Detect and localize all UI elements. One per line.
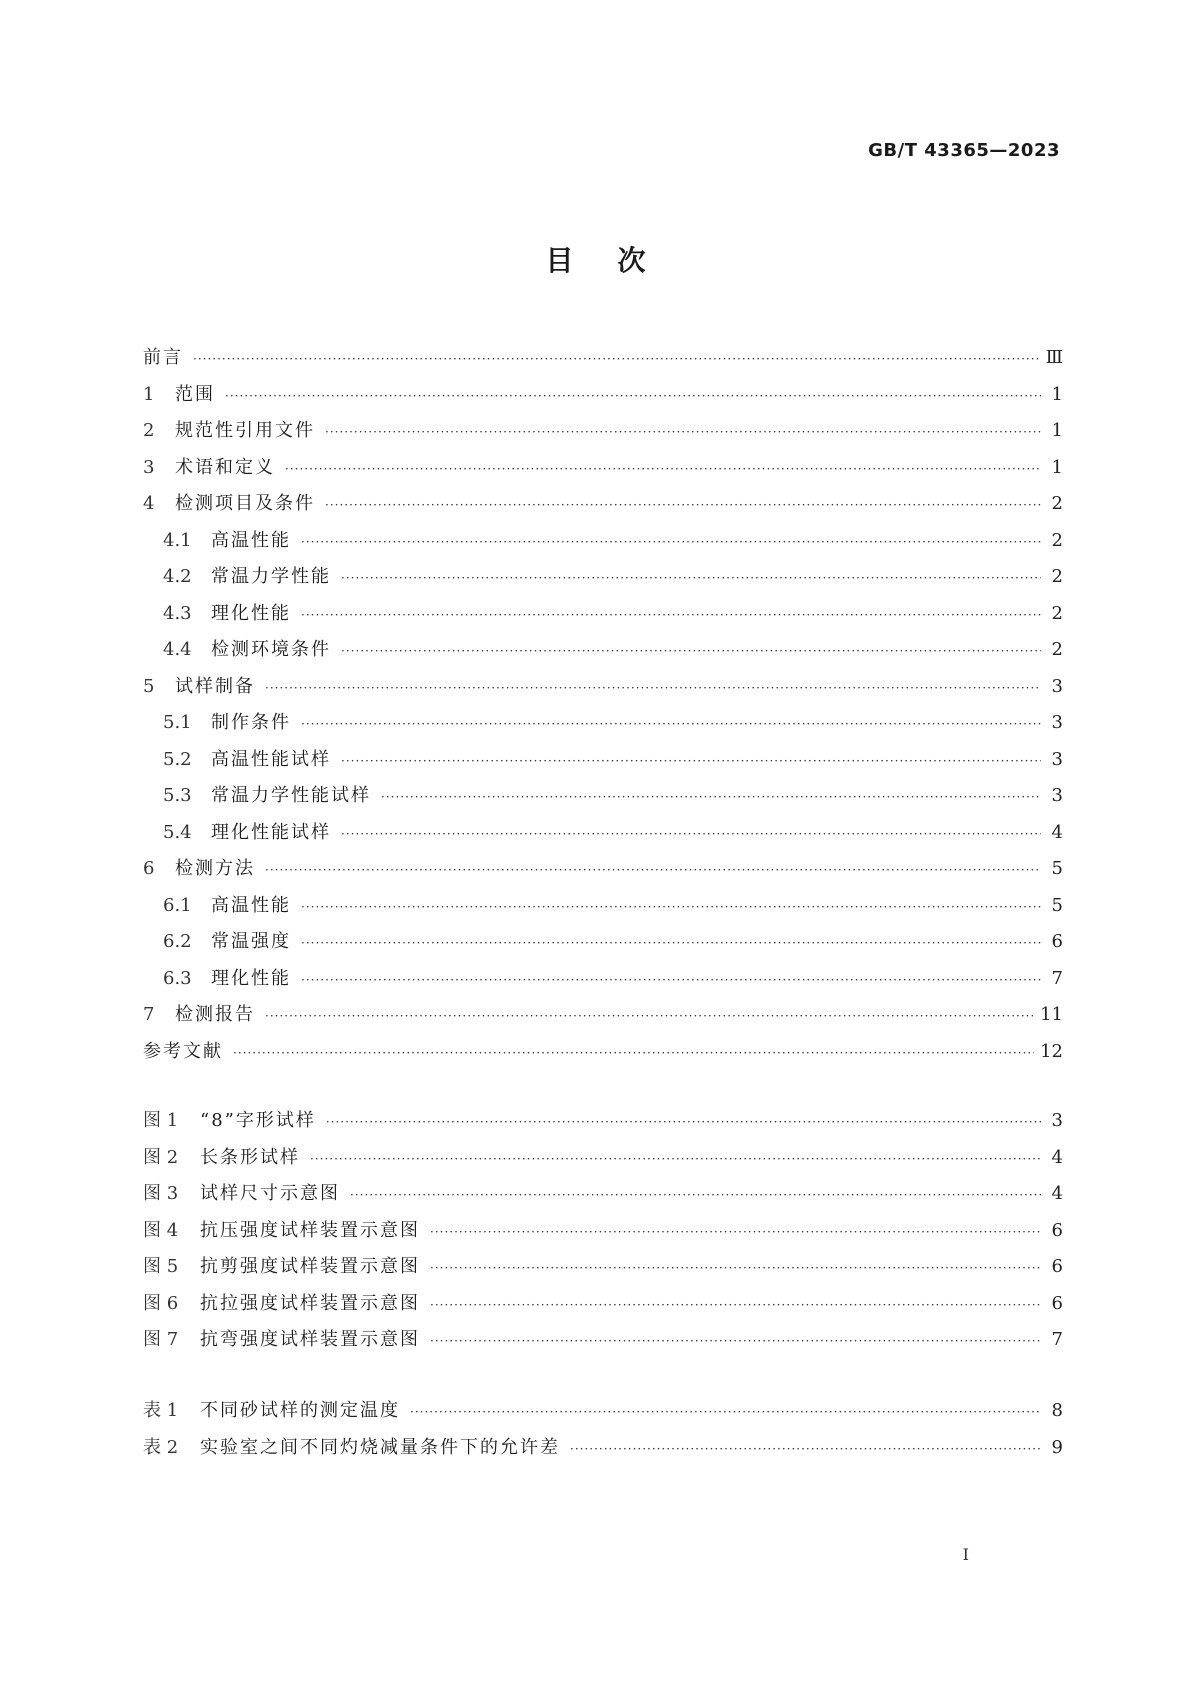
toc-entry-page: 4 [1051, 821, 1063, 843]
toc-entry-title: 高温性能 [211, 894, 291, 916]
figure-title: 试样尺寸示意图 [200, 1183, 340, 1204]
toc-entry-number: 6 [143, 858, 155, 879]
toc-entry-number: 6.3 [163, 967, 192, 989]
dot-leader [193, 341, 1040, 378]
toc-entry-number: 4.1 [163, 529, 192, 551]
dot-leader [325, 414, 1041, 451]
toc-entry-number: 5.1 [163, 712, 192, 733]
toc-entry-title: 检测环境条件 [211, 639, 331, 660]
toc-entry-number: 2 [143, 420, 155, 441]
figure-title: “8”字形试样 [200, 1110, 316, 1131]
toc-entry-title: 高温性能试样 [211, 748, 331, 770]
toc-entry-number: 4.4 [163, 639, 192, 660]
figure-number: 图 4 [143, 1219, 179, 1241]
toc-entry-title: 试样制备 [175, 675, 255, 697]
toc-entry-title: 检测方法 [175, 858, 255, 879]
toc-entry-number: 5 [143, 675, 155, 697]
toc-entry-title: 检测项目及条件 [175, 493, 315, 514]
dot-leader [350, 1177, 1041, 1214]
figure-page: 6 [1051, 1256, 1063, 1277]
dot-leader [301, 524, 1041, 561]
dot-leader [341, 633, 1041, 670]
table-title: 实验室之间不同灼烧减量条件下的允许差 [200, 1436, 560, 1458]
toc-entry-4-3[interactable] [143, 596, 1063, 633]
toc-entry-number: 6.1 [163, 894, 192, 916]
toc-entry-page: 2 [1051, 639, 1063, 660]
toc-figure-5[interactable] [143, 1249, 1063, 1286]
dot-leader [325, 487, 1041, 524]
table-number: 表 2 [143, 1436, 179, 1458]
figure-page: 7 [1051, 1329, 1063, 1350]
toc-entry-page: 5 [1051, 894, 1063, 916]
toc-entry-page: 3 [1051, 785, 1063, 806]
toc-entry-6-2[interactable] [143, 924, 1063, 961]
toc-entry-title: 规范性引用文件 [175, 420, 315, 441]
toc-entry-page: 1 [1051, 456, 1063, 478]
toc-figure-2[interactable] [143, 1140, 1063, 1177]
toc-entry-bibliography[interactable] [143, 1034, 1063, 1071]
toc-entry-number: 5.3 [163, 785, 192, 806]
dot-leader [341, 560, 1041, 597]
figure-number: 图 2 [143, 1146, 179, 1168]
toc-entry-number: 5.2 [163, 748, 192, 770]
toc-entry-page: 3 [1051, 712, 1063, 733]
table-title: 不同砂试样的测定温度 [200, 1400, 400, 1421]
toc-figure-1[interactable] [143, 1103, 1063, 1140]
page-number: Ⅰ [962, 1545, 969, 1564]
dot-leader [233, 1035, 1034, 1072]
toc-entry-title: 理化性能 [211, 602, 291, 624]
toc-figure-4[interactable] [143, 1213, 1063, 1250]
toc-entry-4[interactable] [143, 486, 1063, 523]
toc-entry-6-1[interactable] [143, 888, 1063, 925]
dot-leader [301, 597, 1041, 634]
figure-page: 3 [1051, 1110, 1063, 1131]
toc-entry-5-3[interactable] [143, 778, 1063, 815]
figure-title: 抗压强度试样装置示意图 [200, 1219, 420, 1241]
toc-entry-page: 2 [1051, 493, 1063, 514]
toc-entry-number: 3 [143, 456, 155, 478]
toc-entry-page: 3 [1051, 748, 1063, 770]
figure-title: 抗拉强度试样装置示意图 [200, 1292, 420, 1314]
toc-entry-5-2[interactable] [143, 742, 1063, 779]
dot-leader [301, 706, 1041, 743]
toc-entry-page: 1 [1051, 420, 1063, 441]
toc-entry-title: 检测报告 [175, 1004, 255, 1025]
figure-page: 6 [1051, 1219, 1063, 1241]
table-page: 9 [1051, 1436, 1063, 1458]
figure-title: 抗剪强度试样装置示意图 [200, 1256, 420, 1277]
standard-number: GB/T 43365—2023 [868, 140, 1060, 161]
figure-number: 图 7 [143, 1329, 179, 1350]
dot-leader [341, 743, 1041, 780]
dot-leader [430, 1323, 1041, 1360]
toc-entry-5-4[interactable] [143, 815, 1063, 852]
dot-leader [430, 1287, 1041, 1324]
toc-entry-number: 4 [143, 493, 155, 514]
toc-entry-title: 常温力学性能 [211, 566, 331, 587]
toc-entry-7[interactable] [143, 997, 1063, 1034]
toc-entry-title: 常温强度 [211, 931, 291, 952]
toc-entry-2[interactable] [143, 413, 1063, 450]
toc-entry-5-1[interactable] [143, 705, 1063, 742]
toc-figure-7[interactable] [143, 1322, 1063, 1359]
toc-entry-number: 7 [143, 1004, 155, 1025]
toc-entry-title: 常温力学性能试样 [211, 785, 371, 806]
toc-entry-6-3[interactable] [143, 961, 1063, 998]
toc-table-2[interactable] [143, 1430, 1063, 1467]
toc-entry-4-1[interactable] [143, 523, 1063, 560]
figure-title: 长条形试样 [200, 1146, 300, 1168]
dot-leader [570, 1431, 1041, 1468]
toc-entry-title: 参考文献 [143, 1040, 223, 1062]
figure-number: 图 5 [143, 1256, 179, 1277]
figure-title: 抗弯强度试样装置示意图 [200, 1329, 420, 1350]
toc-entry-page: 5 [1051, 858, 1063, 879]
toc-entry-5[interactable] [143, 669, 1063, 706]
toc-entry-page: 1 [1051, 383, 1063, 405]
table-page: 8 [1051, 1400, 1063, 1421]
dot-leader [301, 962, 1041, 999]
toc-entry-number: 1 [143, 383, 155, 405]
toc-entry-title: 制作条件 [211, 712, 291, 733]
page-title: 目次 [545, 244, 690, 277]
toc-entry-title: 理化性能 [211, 967, 291, 989]
toc-entry-number: 5.4 [163, 821, 192, 843]
dot-leader [225, 378, 1041, 415]
toc-entry-page: 6 [1051, 931, 1063, 952]
toc-entry-title: 范围 [175, 383, 215, 405]
toc-entry-page: 2 [1051, 566, 1063, 587]
toc-entry-title: 理化性能试样 [211, 821, 331, 843]
figure-page: 4 [1051, 1183, 1063, 1204]
toc-entry-page: 12 [1040, 1040, 1063, 1062]
figure-number: 图 3 [143, 1183, 179, 1204]
toc-entry-page: 3 [1051, 675, 1063, 697]
dot-leader [310, 1141, 1041, 1178]
toc-entry-title: 前言 [143, 347, 183, 368]
toc-entry-number: 6.2 [163, 931, 192, 952]
figure-page: 6 [1051, 1292, 1063, 1314]
toc-entry-number: 4.2 [163, 566, 192, 587]
dot-leader [285, 451, 1041, 488]
toc-entry-6[interactable] [143, 851, 1063, 888]
toc-entry-number: 4.3 [163, 602, 192, 624]
dot-leader [265, 852, 1041, 889]
toc-entry-4-2[interactable] [143, 559, 1063, 596]
toc-entry-preface[interactable] [143, 340, 1063, 377]
dot-leader [341, 816, 1041, 853]
table-number: 表 1 [143, 1400, 179, 1421]
dot-leader [301, 889, 1041, 926]
figure-page: 4 [1051, 1146, 1063, 1168]
toc-table-list [143, 1393, 1063, 1466]
dot-leader [410, 1394, 1041, 1431]
toc-figure-3[interactable] [143, 1176, 1063, 1213]
dot-leader [381, 779, 1041, 816]
toc-entry-page: 2 [1051, 602, 1063, 624]
toc-entry-3[interactable] [143, 450, 1063, 487]
toc-entry-title: 术语和定义 [175, 456, 275, 478]
toc-section-list [143, 340, 1063, 1070]
figure-number: 图 6 [143, 1292, 179, 1314]
toc-entry-1[interactable] [143, 377, 1063, 414]
dot-leader [326, 1104, 1041, 1141]
toc-entry-page: 7 [1051, 967, 1063, 989]
toc-entry-title: 高温性能 [211, 529, 291, 551]
dot-leader [265, 998, 1034, 1035]
toc-entry-4-4[interactable] [143, 632, 1063, 669]
toc-entry-page: Ⅲ [1045, 347, 1063, 368]
dot-leader [430, 1214, 1041, 1251]
figure-number: 图 1 [143, 1110, 179, 1131]
dot-leader [430, 1250, 1041, 1287]
toc-figure-6[interactable] [143, 1286, 1063, 1323]
dot-leader [301, 925, 1041, 962]
toc-entry-page: 11 [1040, 1004, 1063, 1025]
toc-table-1[interactable] [143, 1393, 1063, 1430]
toc-figure-list [143, 1103, 1063, 1359]
toc-entry-page: 2 [1051, 529, 1063, 551]
dot-leader [265, 670, 1041, 707]
